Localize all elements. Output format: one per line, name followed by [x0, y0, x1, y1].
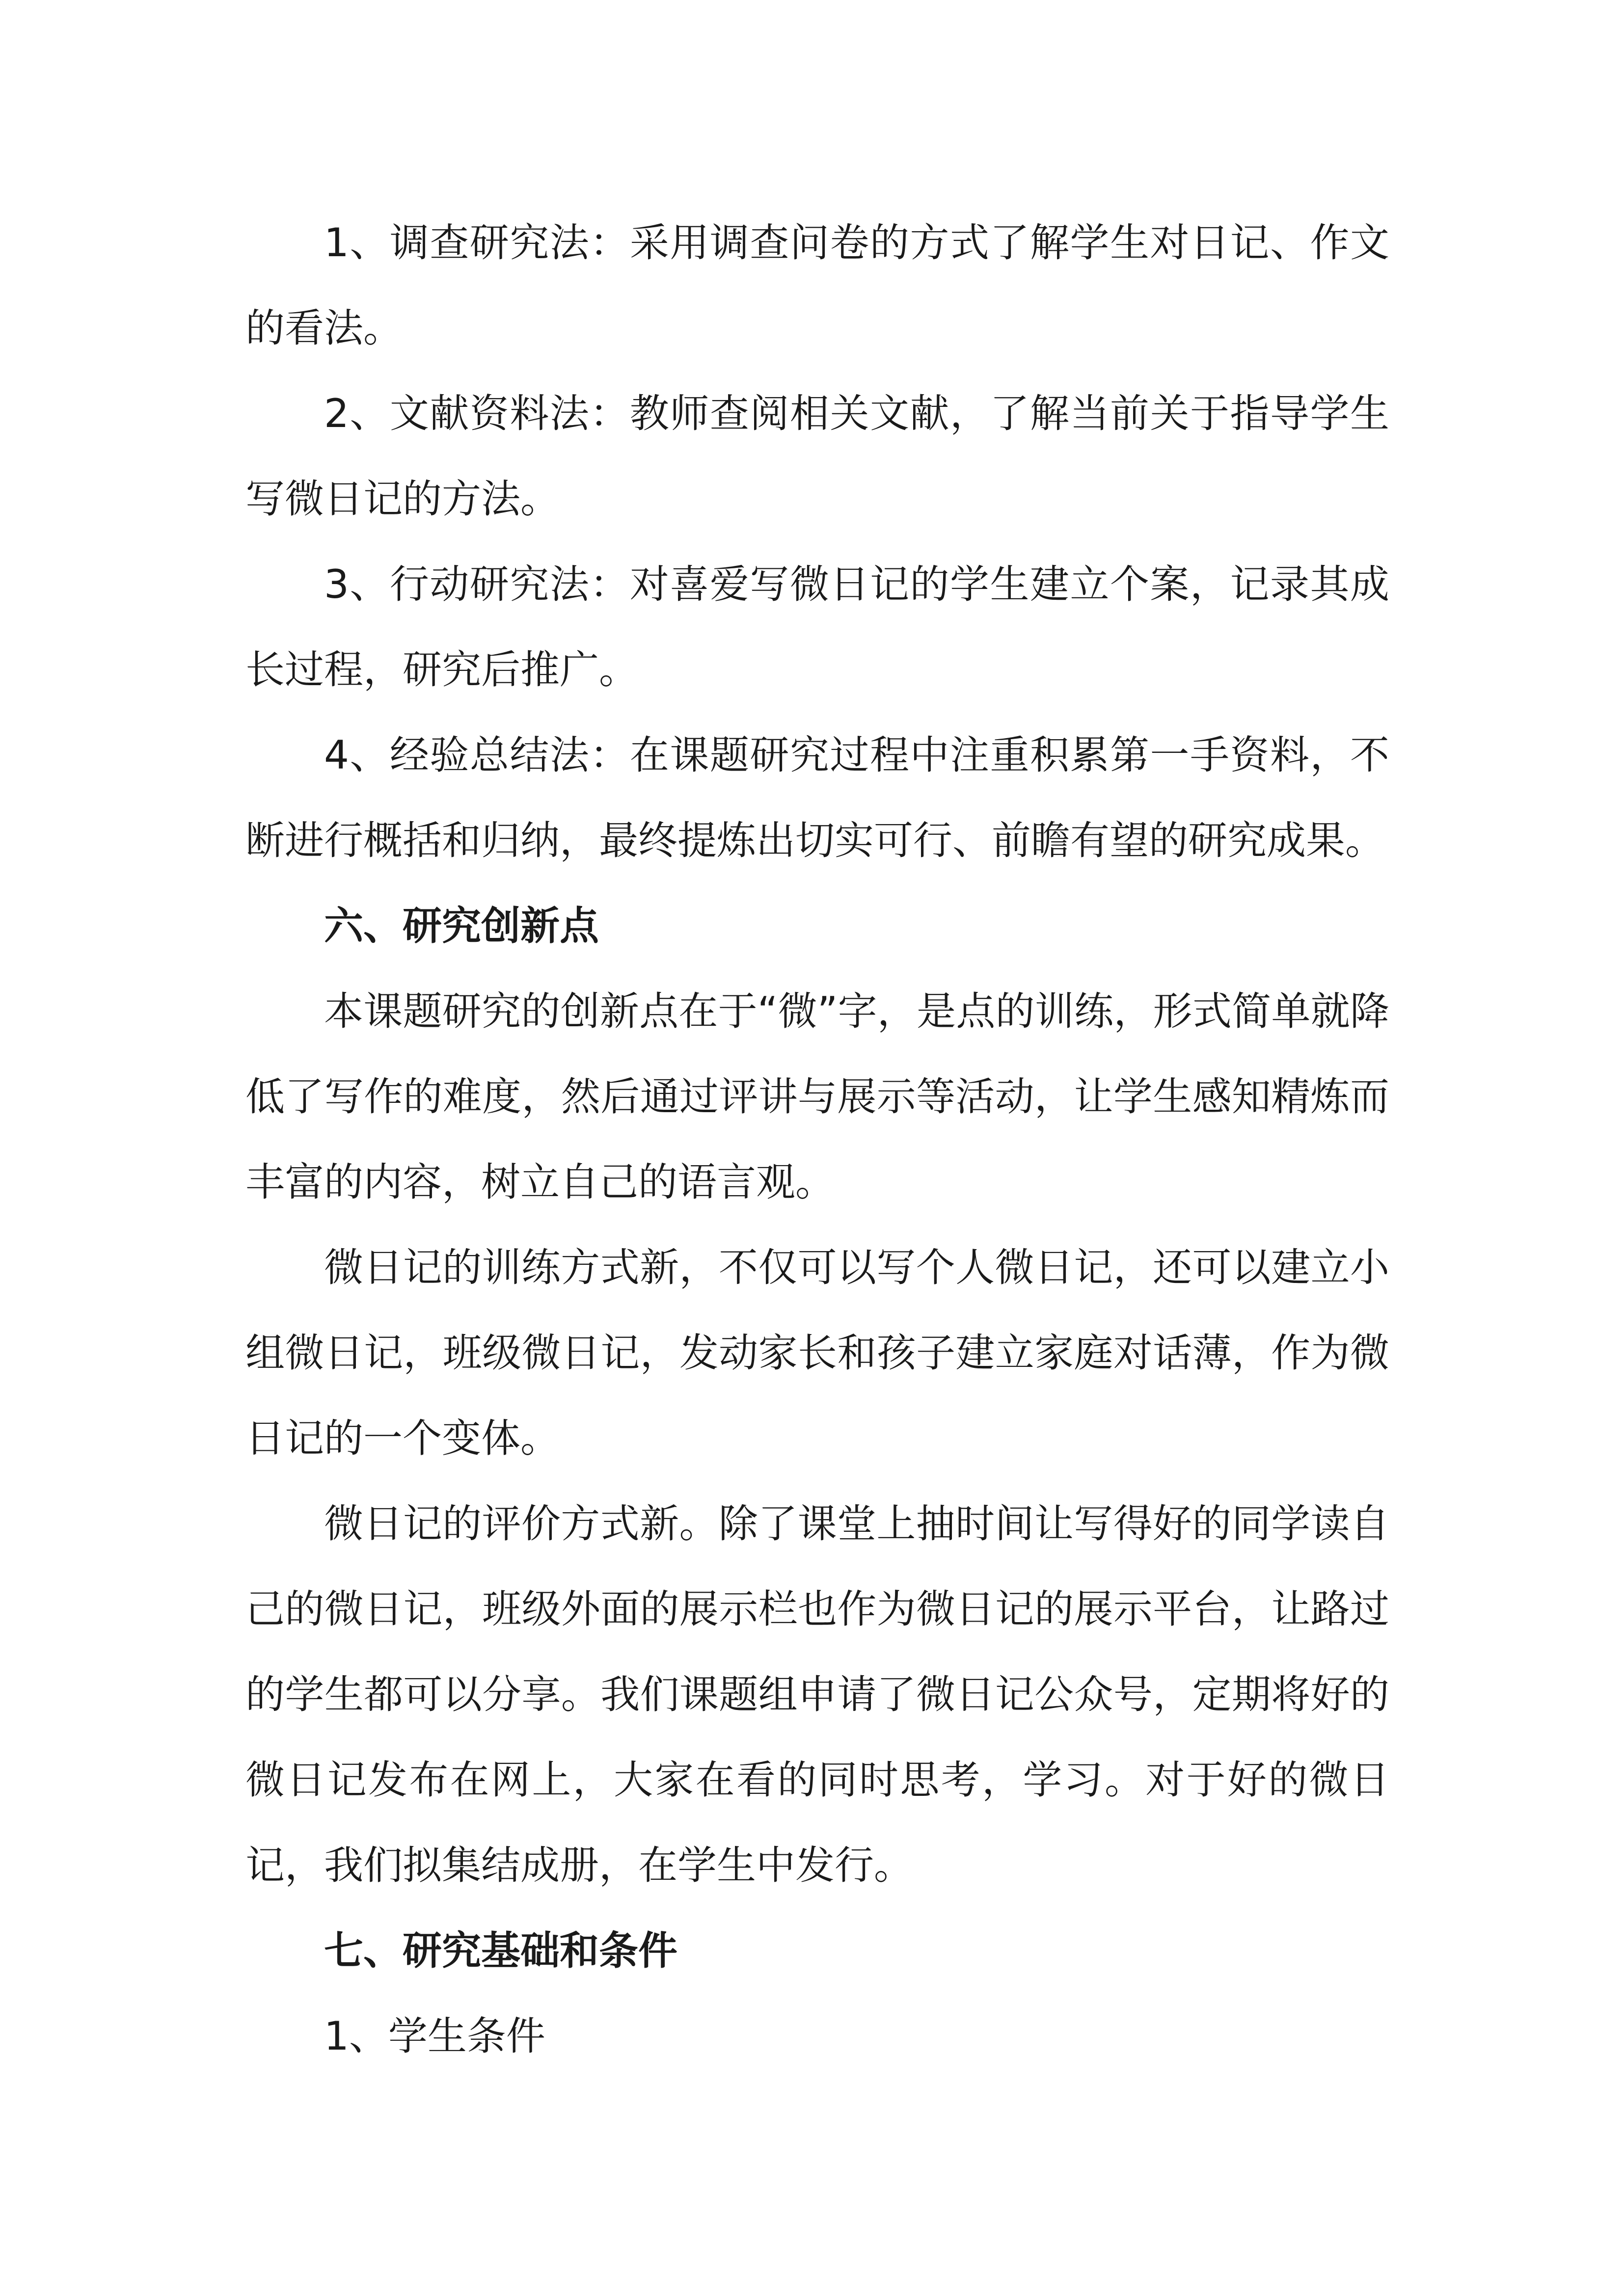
paragraph-method-experience-summary: 4、经验总结法：在课题研究过程中注重积累第一手资料，不断进行概括和归纳，最终提炼出切实可行、前瞻有望的研究成果。	[245, 732, 1389, 863]
section-heading-innovation: 六、研究创新点	[324, 903, 599, 949]
paragraph-innovation-evaluation: 微日记的评价方式新。除了课堂上抽时间让写得好的同学读自己的微日记，班级外面的展示栏也作为微日记的展示平台，让路过的学生都可以分享。我们课题组申请了微日记公众号，定期将好的微日记发布在网上，大家在看的同时思考，学习。对于好的微日记，我们拟集结成册，在学生中发行。	[245, 1501, 1389, 1888]
paragraph-student-conditions: 1、学生条件	[324, 2013, 545, 2059]
paragraph-innovation-training: 微日记的训练方式新，不仅可以写个人微日记，还可以建立小组微日记，班级微日记，发动家长和孩子建立家庭对话薄，作为微日记的一个变体。	[245, 1245, 1389, 1461]
paragraph-innovation-micro: 本课题研究的创新点在于“微”字，是点的训练，形式简单就降低了写作的难度，然后通过评讲与展示等活动，让学生感知精炼而丰富的内容，树立自己的语言观。	[245, 988, 1389, 1205]
section-heading-foundation: 七、研究基础和条件	[324, 1928, 677, 1974]
paragraph-method-literature: 2、文献资料法：教师查阅相关文献，了解当前关于指导学生写微日记的方法。	[245, 391, 1389, 522]
paragraph-method-action-research: 3、行动研究法：对喜爱写微日记的学生建立个案，记录其成长过程，研究后推广。	[245, 561, 1389, 693]
document-body	[245, 200, 1389, 2079]
paragraph-method-survey: 1、调查研究法：采用调查问卷的方式了解学生对日记、作文的看法。	[245, 220, 1389, 351]
